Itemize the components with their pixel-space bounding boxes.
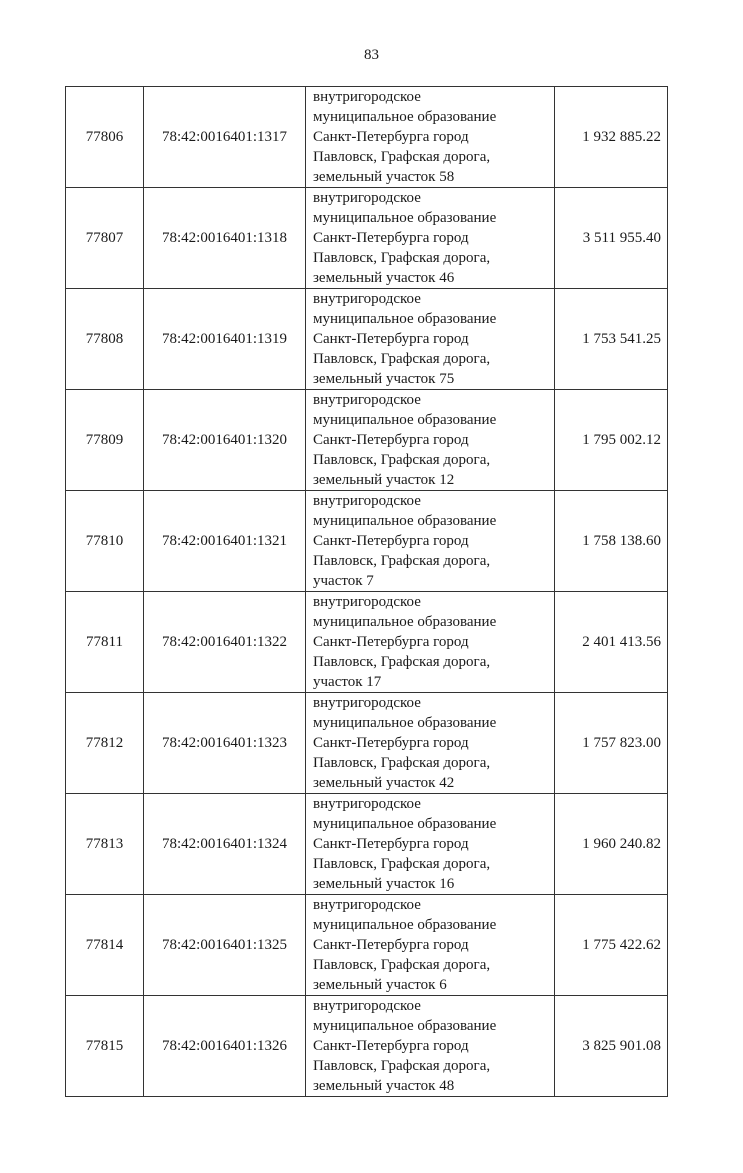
- address-cell: [306, 390, 555, 491]
- address-line: земельный участок 75: [313, 371, 455, 387]
- table-row: [66, 996, 668, 1097]
- address-line: Павловск, Графская дорога,: [313, 553, 491, 569]
- address-line: Павловск, Графская дорога,: [313, 957, 491, 973]
- address-line: муниципальное образование: [313, 715, 497, 731]
- cadastral-value-cell: 1 758 138.60: [555, 491, 668, 592]
- row-number-cell: 77808: [66, 289, 144, 390]
- table-row: [66, 188, 668, 289]
- address-line: Санкт-Петербурга город: [313, 331, 469, 347]
- cadastral-number-cell: 78:42:0016401:1326: [144, 996, 306, 1097]
- cadastral-value-cell: 1 932 885.22: [555, 87, 668, 188]
- address-cell: [306, 693, 555, 794]
- address-line: муниципальное образование: [313, 816, 497, 832]
- address-line: Санкт-Петербурга город: [313, 836, 469, 852]
- registry-table: [65, 86, 668, 1097]
- address-line: земельный участок 12: [313, 472, 455, 488]
- table-row: [66, 289, 668, 390]
- cadastral-value-cell: 1 753 541.25: [555, 289, 668, 390]
- address-cell: [306, 87, 555, 188]
- address-line: земельный участок 58: [313, 169, 455, 185]
- address-line: внутригородское: [313, 89, 421, 105]
- address-line: внутригородское: [313, 190, 421, 206]
- address-line: Санкт-Петербурга город: [313, 129, 469, 145]
- cadastral-number-cell: 78:42:0016401:1325: [144, 895, 306, 996]
- cadastral-number-cell: 78:42:0016401:1321: [144, 491, 306, 592]
- row-number-cell: 77811: [66, 592, 144, 693]
- page-number: 83: [364, 47, 379, 63]
- address-line: земельный участок 46: [313, 270, 455, 286]
- row-number-cell: 77812: [66, 693, 144, 794]
- table-row: [66, 491, 668, 592]
- cadastral-value-cell: 1 775 422.62: [555, 895, 668, 996]
- table-body: [66, 87, 668, 1097]
- address-line: муниципальное образование: [313, 614, 497, 630]
- address-line: внутригородское: [313, 695, 421, 711]
- cadastral-number-cell: 78:42:0016401:1322: [144, 592, 306, 693]
- address-line: внутригородское: [313, 493, 421, 509]
- address-line: Санкт-Петербурга город: [313, 937, 469, 953]
- address-line: муниципальное образование: [313, 917, 497, 933]
- address-line: внутригородское: [313, 594, 421, 610]
- table-row: [66, 390, 668, 491]
- address-line: Павловск, Графская дорога,: [313, 755, 491, 771]
- address-line: Павловск, Графская дорога,: [313, 856, 491, 872]
- cadastral-number-cell: 78:42:0016401:1324: [144, 794, 306, 895]
- table-row: [66, 895, 668, 996]
- table-row: [66, 794, 668, 895]
- address-line: земельный участок 6: [313, 977, 447, 993]
- address-line: муниципальное образование: [313, 513, 497, 529]
- address-line: Павловск, Графская дорога,: [313, 452, 491, 468]
- row-number-cell: 77810: [66, 491, 144, 592]
- address-line: Санкт-Петербурга город: [313, 735, 469, 751]
- cadastral-value-cell: 1 795 002.12: [555, 390, 668, 491]
- cadastral-value-cell: 1 960 240.82: [555, 794, 668, 895]
- address-line: Павловск, Графская дорога,: [313, 149, 491, 165]
- cadastral-value-cell: 1 757 823.00: [555, 693, 668, 794]
- address-cell: [306, 491, 555, 592]
- address-line: муниципальное образование: [313, 210, 497, 226]
- row-number-cell: 77815: [66, 996, 144, 1097]
- address-cell: [306, 188, 555, 289]
- address-line: внутригородское: [313, 998, 421, 1014]
- cadastral-number-cell: 78:42:0016401:1323: [144, 693, 306, 794]
- address-cell: [306, 289, 555, 390]
- address-line: муниципальное образование: [313, 311, 497, 327]
- address-cell: [306, 996, 555, 1097]
- cadastral-number-cell: 78:42:0016401:1318: [144, 188, 306, 289]
- cadastral-value-cell: 2 401 413.56: [555, 592, 668, 693]
- address-line: муниципальное образование: [313, 412, 497, 428]
- address-cell: [306, 794, 555, 895]
- cadastral-value-cell: 3 825 901.08: [555, 996, 668, 1097]
- table-row: [66, 693, 668, 794]
- table-row: [66, 87, 668, 188]
- row-number-cell: 77813: [66, 794, 144, 895]
- address-line: Санкт-Петербурга город: [313, 1038, 469, 1054]
- address-line: Санкт-Петербурга город: [313, 230, 469, 246]
- address-line: Павловск, Графская дорога,: [313, 250, 491, 266]
- row-number-cell: 77807: [66, 188, 144, 289]
- address-line: Санкт-Петербурга город: [313, 533, 469, 549]
- row-number-cell: 77809: [66, 390, 144, 491]
- address-line: Санкт-Петербурга город: [313, 432, 469, 448]
- address-line: земельный участок 16: [313, 876, 455, 892]
- address-line: Санкт-Петербурга город: [313, 634, 469, 650]
- row-number-cell: 77806: [66, 87, 144, 188]
- address-line: земельный участок 48: [313, 1078, 455, 1094]
- address-line: Павловск, Графская дорога,: [313, 654, 491, 670]
- address-line: Павловск, Графская дорога,: [313, 1058, 491, 1074]
- address-line: муниципальное образование: [313, 109, 497, 125]
- address-line: внутригородское: [313, 291, 421, 307]
- address-line: участок 17: [313, 674, 382, 690]
- address-line: внутригородское: [313, 796, 421, 812]
- cadastral-value-cell: 3 511 955.40: [555, 188, 668, 289]
- address-line: внутригородское: [313, 897, 421, 913]
- address-line: Павловск, Графская дорога,: [313, 351, 491, 367]
- address-line: муниципальное образование: [313, 1018, 497, 1034]
- cadastral-number-cell: 78:42:0016401:1317: [144, 87, 306, 188]
- address-line: земельный участок 42: [313, 775, 455, 791]
- address-cell: [306, 895, 555, 996]
- cadastral-number-cell: 78:42:0016401:1320: [144, 390, 306, 491]
- address-line: внутригородское: [313, 392, 421, 408]
- cadastral-number-cell: 78:42:0016401:1319: [144, 289, 306, 390]
- table-row: [66, 592, 668, 693]
- address-line: участок 7: [313, 573, 374, 589]
- row-number-cell: 77814: [66, 895, 144, 996]
- address-cell: [306, 592, 555, 693]
